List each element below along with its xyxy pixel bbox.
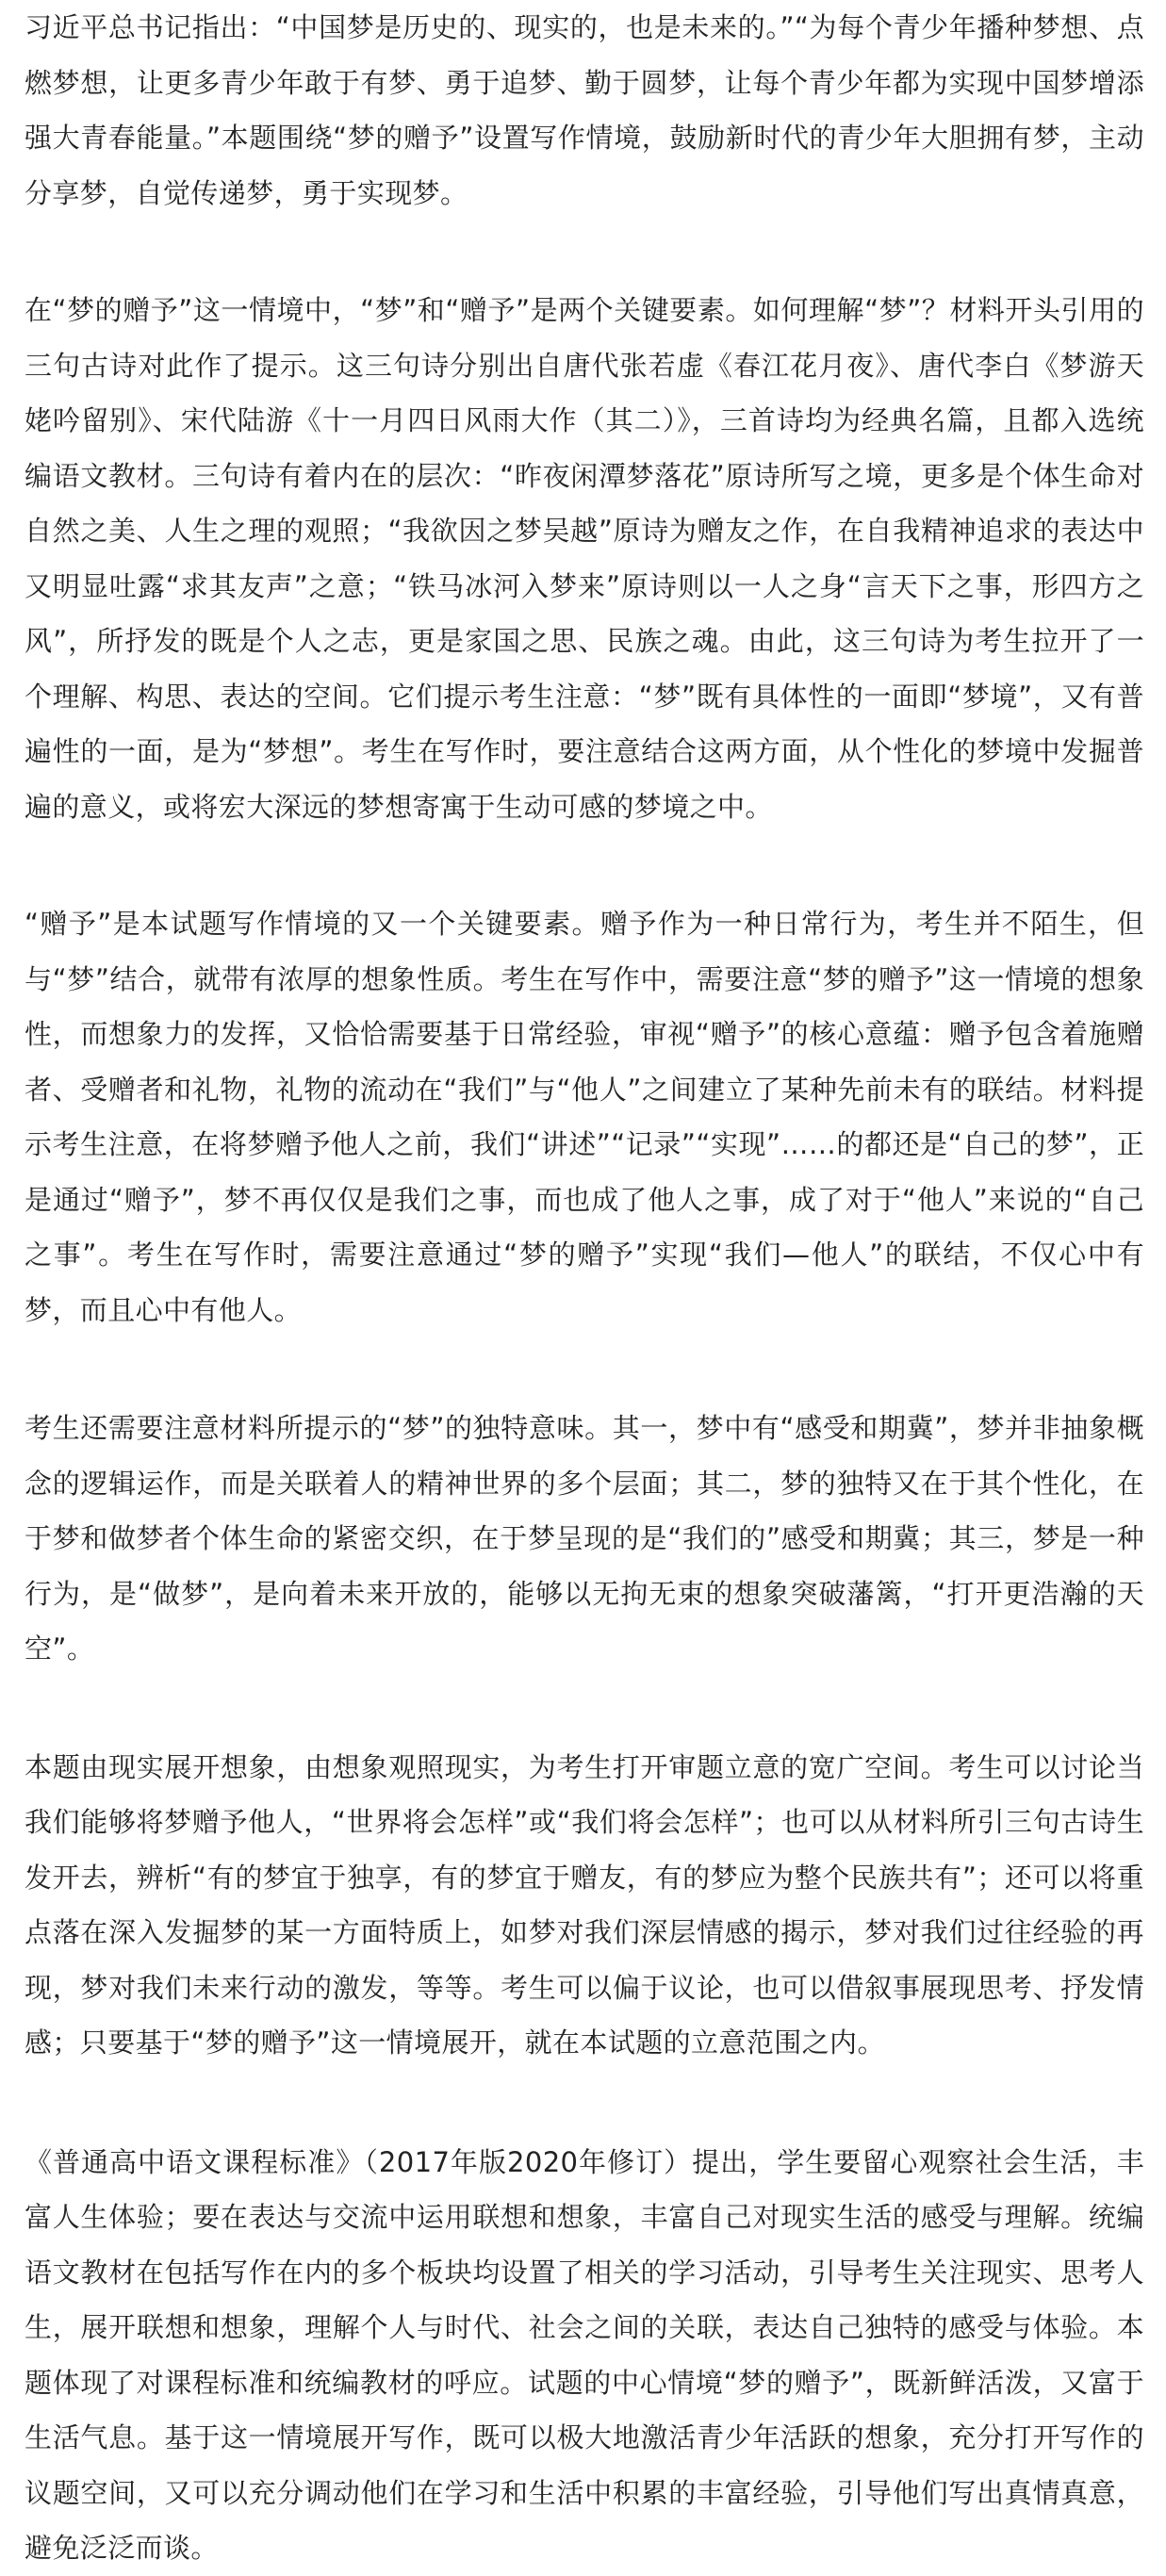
paragraph-2: 在“梦的赠予”这一情境中，“梦”和“赠予”是两个关键要素。如何理解“梦”？材料开头引用的三句古诗对此作了提示。这三句诗分别出自唐代张若虚《春江花月夜》、唐代李白《梦游天姥吟留别》、宋代陆游《十一月四日风雨大作（其二）》，三首诗均为经典名篇，且都入选统编语文教材。三句诗有着内在的层次：“昨夜闲潭梦落花”原诗所写之境，更多是个体生命对自然之美、人生之理的观照；“我欲因之梦吴越”原诗为赠友之作，在自我精神追求的表达中又明显吐露“求其友声”之意；“铁马冰河入梦来”原诗则以一人之身“言天下之事，形四方之风”，所抒发的既是个人之志，更是家国之思、民族之魂。由此，这三句诗为考生拉开了一个理解、构思、表达的空间。它们提示考生注意：“梦”既有具体性的一面即“梦境”，又有普遍性的一面，是为“梦想”。考生在写作时，要注意结合这两方面，从个性化的梦境中发掘普遍的意义，或将宏大深远的梦想寄寓于生动可感的梦境之中。 (25, 294, 1144, 823)
paragraph-4: 考生还需要注意材料所提示的“梦”的独特意味。其一，梦中有“感受和期冀”，梦并非抽象概念的逻辑运作，而是关联着人的精神世界的多个层面；其二，梦的独特又在于其个性化，在于梦和做梦者个体生命的紧密交织，在于梦呈现的是“我们的”感受和期冀；其三，梦是一种行为，是“做梦”，是向着未来开放的，能够以无拘无束的想象突破藩篱，“打开更浩瀚的天空”。 (25, 1412, 1144, 1665)
paragraph-5: 本题由现实展开想象，由想象观照现实，为考生打开审题立意的宽广空间。考生可以讨论当我们能够将梦赠予他人，“世界将会怎样”或“我们将会怎样”；也可以从材料所引三句古诗生发开去，辨析“有的梦宜于独享，有的梦宜于赠友，有的梦应为整个民族共有”；还可以将重点落在深入发掘梦的某一方面特质上，如梦对我们深层情感的揭示，梦对我们过往经验的再现，梦对我们未来行动的激发，等等。考生可以偏于议论，也可以借叙事展现思考、抒发情感；只要基于“梦的赠予”这一情境展开，就在本试题的立意范围之内。 (25, 1750, 1144, 2059)
paragraph-6: 《普通高中语文课程标准》（2017年版2020年修订）提出，学生要留心观察社会生活，丰富人生体验；要在表达与交流中运用联想和想象，丰富自己对现实生活的感受与理解。统编语文教材在包括写作在内的多个板块均设置了相关的学习活动，引导考生关注现实、思考人生，展开联想和想象，理解个人与时代、社会之间的关联，表达自己独特的感受与体验。本题体现了对课程标准和统编教材的呼应。试题的中心情境“梦的赠予”，既新鲜活泼，又富于生活气息。基于这一情境展开写作，既可以极大地激活青少年活跃的想象，充分打开写作的议题空间，又可以充分调动他们在学习和生活中积累的丰富经验，引导他们写出真情真意，避免泛泛而谈。 (25, 2145, 1144, 2564)
paragraph-3: “赠予”是本试题写作情境的又一个关键要素。赠予作为一种日常行为，考生并不陌生，但与“梦”结合，就带有浓厚的想象性质。考生在写作中，需要注意“梦的赠予”这一情境的想象性，而想象力的发挥，又恰恰需要基于日常经验，审视“赠予”的核心意蕴：赠予包含着施赠者、受赠者和礼物，礼物的流动在“我们”与“他人”之间建立了某种先前未有的联结。材料提示考生注意，在将梦赠予他人之前，我们“讲述”“记录”“实现”……的都还是“自己的梦”，正是通过“赠予”，梦不再仅仅是我们之事，而也成了他人之事，成了对于“他人”来说的“自己之事”。考生在写作时，需要注意通过“梦的赠予”实现“我们—他人”的联结，不仅心中有梦，而且心中有他人。 (25, 908, 1144, 1326)
article-body (25, 0, 1144, 2576)
paragraph-spacer (25, 834, 1144, 896)
paragraph-spacer (25, 1677, 1144, 1740)
paragraph-1: 习近平总书记指出：“中国梦是历史的、现实的，也是未来的。”“为每个青少年播种梦想、点燃梦想，让更多青少年敢于有梦、勇于追梦、勤于圆梦，让每个青少年都为实现中国梦增添强大青春能量。”本题围绕“梦的赠予”设置写作情境，鼓励新时代的青少年大胆拥有梦，主动分享梦，自觉传递梦，勇于实现梦。 (25, 11, 1144, 209)
paragraph-spacer (25, 1337, 1144, 1401)
paragraph-spacer (25, 221, 1144, 283)
paragraph-spacer (25, 2071, 1144, 2135)
